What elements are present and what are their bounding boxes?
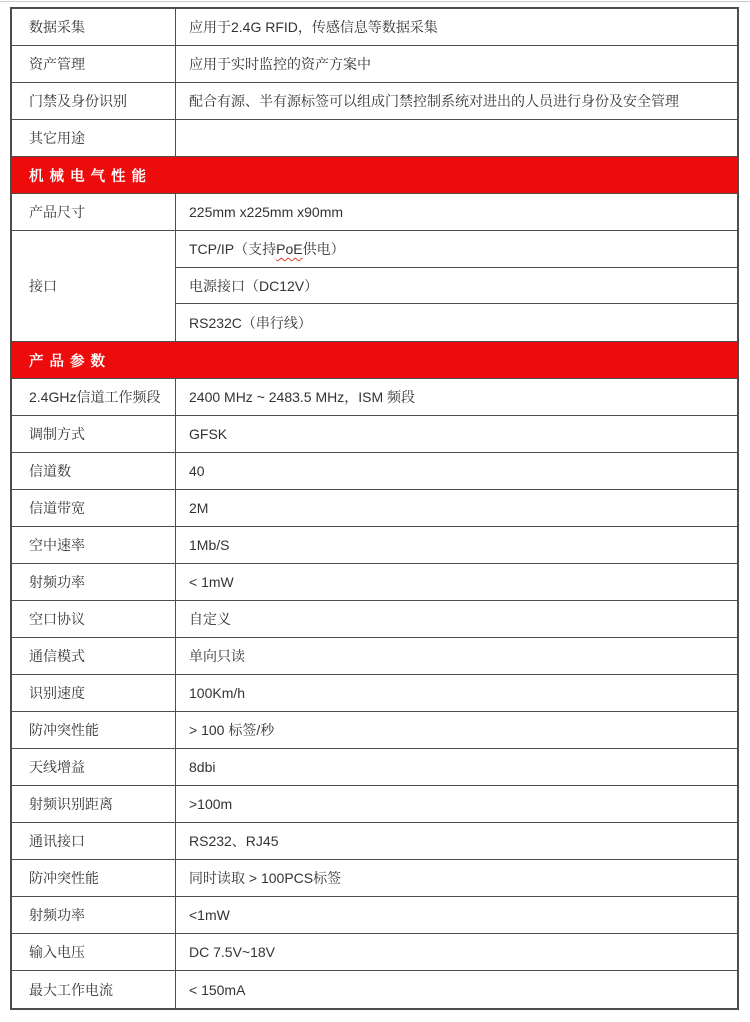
spec-value: 40 — [189, 463, 205, 479]
spec-label: 信道数 — [12, 453, 176, 489]
spec-value: <1mW — [189, 907, 230, 923]
table-row — [12, 786, 737, 823]
table-row — [12, 749, 737, 786]
spec-label: 数据采集 — [12, 9, 176, 45]
spec-value: 应用于2.4G RFID，传感信息等数据采集 — [189, 19, 438, 35]
table-row — [12, 194, 737, 231]
spec-label: 通讯接口 — [12, 823, 176, 859]
spec-label: 产品尺寸 — [12, 194, 176, 230]
spec-label: 防冲突性能 — [12, 860, 176, 896]
section-title: 产品参数 — [29, 353, 111, 370]
spec-value: 应用于实时监控的资产方案中 — [189, 56, 371, 72]
value-text: 电源接口（DC12V） — [189, 277, 319, 294]
section-title: 机械电气性能 — [29, 168, 152, 185]
table-row — [12, 897, 737, 934]
spec-value: RS232、RJ45 — [189, 833, 279, 849]
table-row — [12, 675, 737, 712]
spec-value: < 150mA — [189, 981, 246, 998]
spec-table — [10, 7, 739, 1010]
section-header — [12, 157, 737, 194]
spec-value: GFSK — [189, 426, 228, 442]
spec-value — [176, 120, 737, 156]
table-row — [12, 860, 737, 897]
spellcheck-underlined-text: PoE — [276, 240, 303, 257]
spec-value: 单向只读 — [189, 648, 245, 664]
spec-value: 225mm x225mm x90mm — [189, 204, 344, 220]
table-row — [12, 601, 737, 638]
table-row — [12, 490, 737, 527]
table-row — [12, 527, 737, 564]
spec-label: 空口协议 — [12, 601, 176, 637]
spec-value: > 100 标签/秒 — [189, 722, 275, 738]
spec-value: DC 7.5V~18V — [189, 944, 275, 960]
spec-label: 调制方式 — [12, 416, 176, 452]
spec-value: >100m — [189, 796, 233, 812]
spec-value: 8dbi — [189, 759, 216, 775]
spec-value — [176, 268, 737, 305]
section-header — [12, 342, 737, 379]
spec-label: 资产管理 — [12, 46, 176, 82]
spec-label: 空中速率 — [12, 527, 176, 563]
table-row — [12, 416, 737, 453]
table-row — [12, 934, 737, 971]
table-row — [12, 712, 737, 749]
table-row — [12, 379, 737, 416]
spec-label: 门禁及身份识别 — [12, 83, 176, 119]
table-row — [12, 638, 737, 675]
spec-label: 2.4GHz信道工作频段 — [12, 379, 176, 415]
table-row — [12, 971, 737, 1008]
table-row — [12, 453, 737, 490]
table-row — [12, 9, 737, 46]
spec-label: 接口 — [12, 231, 176, 341]
spec-label: 射频功率 — [12, 564, 176, 600]
spec-value — [176, 304, 737, 341]
page-top-divider — [0, 1, 750, 2]
spec-label: 射频识别距离 — [12, 786, 176, 822]
value-text: 供电） — [302, 240, 345, 257]
spec-value: 1Mb/S — [189, 537, 230, 553]
spec-label: 最大工作电流 — [12, 971, 176, 1008]
spec-label: 输入电压 — [12, 934, 176, 970]
spec-value — [176, 231, 737, 268]
group-values — [176, 231, 737, 341]
spec-label: 识别速度 — [12, 675, 176, 711]
table-row — [12, 823, 737, 860]
spec-label: 其它用途 — [12, 120, 176, 156]
spec-label: 信道带宽 — [12, 490, 176, 526]
spec-value: < 1mW — [189, 574, 234, 590]
value-text: RS232C（串行线） — [189, 314, 312, 331]
spec-value: 100Km/h — [189, 685, 246, 701]
spec-value: 2400 MHz ~ 2483.5 MHz，ISM 频段 — [189, 389, 416, 405]
spec-value: 配合有源、半有源标签可以组成门禁控制系统对进出的人员进行身份及安全管理 — [189, 93, 679, 109]
spec-label: 通信模式 — [12, 638, 176, 674]
spec-label: 射频功率 — [12, 897, 176, 933]
spec-value: 同时读取 > 100PCS标签 — [189, 870, 342, 886]
spec-label: 防冲突性能 — [12, 712, 176, 748]
table-row — [12, 564, 737, 601]
spec-label: 天线增益 — [12, 749, 176, 785]
spec-value: 自定义 — [189, 611, 231, 627]
table-row — [12, 83, 737, 120]
table-row — [12, 120, 737, 157]
value-text: TCP/IP（支持 — [189, 240, 277, 257]
table-row-group — [12, 231, 737, 342]
table-row — [12, 46, 737, 83]
spec-value: 2M — [189, 500, 209, 516]
